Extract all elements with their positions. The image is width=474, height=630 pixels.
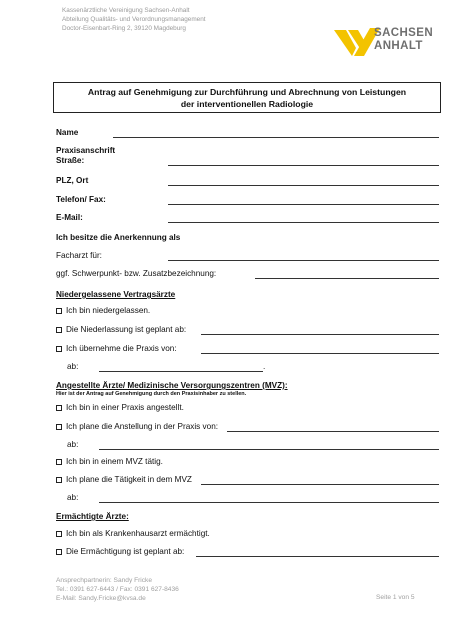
checkbox[interactable] <box>56 308 62 314</box>
niedergelassen-heading: Niedergelassene Vertragsärzte <box>56 290 176 299</box>
option-label: Ich bin in einem MVZ tätig. <box>66 457 163 466</box>
title-line-1: Antrag auf Genehmigung zur Durchführung und Abrechnung von Leistungen <box>87 87 407 97</box>
niederlassung-date-field[interactable] <box>201 334 439 335</box>
checkbox[interactable] <box>56 405 62 411</box>
option-niederlassung-geplant[interactable] <box>56 325 186 335</box>
plz-label: PLZ, Ort <box>56 176 89 185</box>
contact-phone: Tel.: 0391 627-6443 / Fax: 0391 627-8436 <box>56 586 179 593</box>
footer-contact <box>56 576 179 603</box>
ab-label: ab: <box>67 440 79 449</box>
org-street: Doctor-Eisenbart-Ring 2, 39120 Magdeburg <box>62 25 186 32</box>
checkbox[interactable] <box>56 549 62 555</box>
option-label: Ich plane die Anstellung in der Praxis von: <box>66 422 219 431</box>
option-anstellung-geplant[interactable] <box>56 422 218 432</box>
schwerpunkt-field[interactable] <box>255 278 439 279</box>
checkbox[interactable] <box>56 424 62 430</box>
logo-line-1: SACHSEN <box>374 27 434 39</box>
ermaechtigt-heading: Ermächtigte Ärzte: <box>56 512 129 521</box>
street-label: Straße: <box>56 156 85 165</box>
option-label: Ich plane die Tätigkeit in dem MVZ <box>66 475 192 484</box>
org-name: Kassenärztliche Vereinigung Sachsen-Anhalt <box>62 7 190 14</box>
title-line-2: der interventionellen Radiologie <box>180 99 314 109</box>
option-ermaechtigung-geplant[interactable] <box>56 547 184 557</box>
organization-address <box>62 6 206 33</box>
option-praxis-uebernahme[interactable] <box>56 344 177 354</box>
ab-label: ab: <box>67 493 79 502</box>
page-number: Seite 1 von 5 <box>376 594 415 601</box>
period: . <box>263 362 266 371</box>
plz-field[interactable] <box>168 185 439 186</box>
option-label: Ich übernehme die Praxis von: <box>66 344 177 353</box>
checkbox[interactable] <box>56 346 62 352</box>
option-niedergelassen[interactable] <box>56 306 150 316</box>
option-label: Ich bin als Krankenhausarzt ermächtigt. <box>66 529 210 538</box>
telefon-label: Telefon/ Fax: <box>56 195 106 204</box>
mvz-date-field[interactable] <box>99 502 439 503</box>
contact-person: Ansprechpartnerin: Sandy Fricke <box>56 577 153 584</box>
option-mvz-taetig[interactable] <box>56 457 163 467</box>
option-label: Ich bin niedergelassen. <box>66 306 151 315</box>
option-label: Die Ermächtigung ist geplant ab: <box>66 547 185 556</box>
org-department: Abteilung Qualitäts- und Verordnungsmanagement <box>62 16 206 23</box>
checkbox[interactable] <box>56 459 62 465</box>
email-label: E-Mail: <box>56 213 83 222</box>
checkbox[interactable] <box>56 477 62 483</box>
praxis-von-field[interactable] <box>201 353 439 354</box>
option-label: Ich bin in einer Praxis angestellt. <box>66 403 184 412</box>
option-angestellt[interactable] <box>56 403 184 413</box>
facharzt-label: Facharzt für: <box>56 251 102 260</box>
uebernahme-date-field[interactable] <box>99 371 263 372</box>
anerkennung-label: Ich besitze die Anerkennung als <box>56 233 181 242</box>
option-mvz-geplant[interactable] <box>56 475 192 485</box>
ermaechtigung-date-field[interactable] <box>196 556 439 557</box>
option-ermaechtigt[interactable] <box>56 529 210 539</box>
checkbox[interactable] <box>56 531 62 537</box>
anstellung-date-field[interactable] <box>99 449 439 450</box>
name-label: Name <box>56 128 79 137</box>
form-title <box>53 82 441 113</box>
praxis-label: Praxisanschrift <box>56 146 116 155</box>
logo-text <box>374 27 433 52</box>
logo-line-2: ANHALT <box>374 39 423 52</box>
contact-email: E-Mail: Sandy.Fricke@kvsa.de <box>56 595 146 602</box>
mvz-name-field[interactable] <box>201 484 439 485</box>
option-label: Die Niederlassung ist geplant ab: <box>66 325 187 334</box>
angestellt-heading: Angestellte Ärzte/ Medizinische Versorgungszentren (MVZ): <box>56 381 288 390</box>
angestellt-hint: Hier ist der Antrag auf Genehmigung durch den Praxisinhaber zu stellen. <box>56 391 247 397</box>
email-field[interactable] <box>168 222 439 223</box>
checkbox[interactable] <box>56 327 62 333</box>
ab-label: ab: <box>67 362 79 371</box>
facharzt-field[interactable] <box>168 260 439 261</box>
street-field[interactable] <box>168 165 439 166</box>
schwerpunkt-label: ggf. Schwerpunkt- bzw. Zusatzbezeichnung: <box>56 269 217 278</box>
name-field[interactable] <box>113 137 439 138</box>
anstellung-praxis-field[interactable] <box>227 431 439 432</box>
telefon-field[interactable] <box>168 204 439 205</box>
